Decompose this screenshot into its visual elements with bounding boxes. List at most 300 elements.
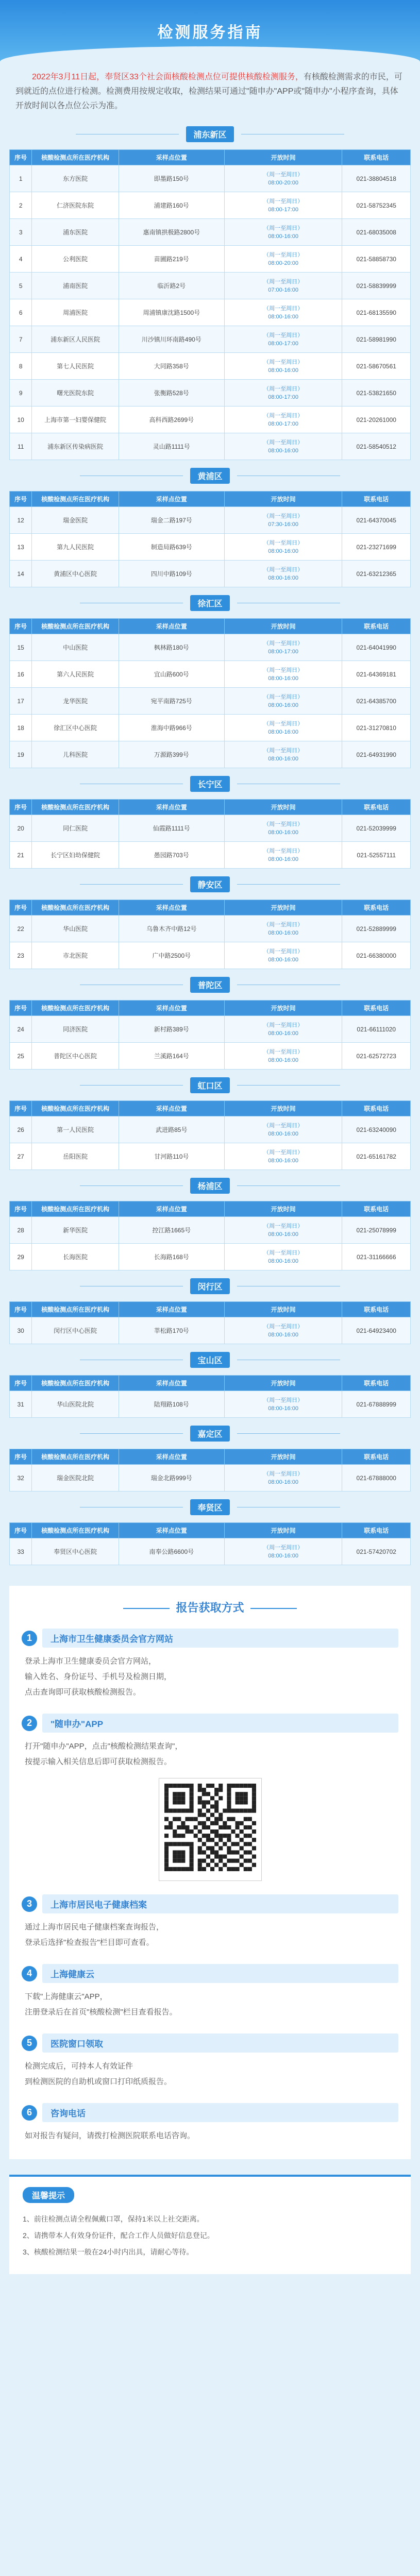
table-row — [10, 561, 411, 587]
phone-number[interactable]: 021-64370045 — [342, 507, 411, 534]
column-header: 序号 — [10, 492, 32, 507]
site-address: 瑞金北路999号 — [119, 1465, 224, 1492]
hospital-name: 市北医院 — [32, 942, 119, 969]
site-address: 高科西路2699号 — [119, 406, 224, 433]
way-number-badge: 4 — [22, 1966, 37, 1981]
phone-number[interactable]: 021-63212365 — [342, 561, 411, 587]
column-header: 核酸检测点所在医疗机构 — [32, 1523, 119, 1538]
hospital-name: 黄浦区中心医院 — [32, 561, 119, 587]
open-hours: （周一至周日） 08:00-16:00 — [224, 916, 342, 942]
table-header-row — [10, 1376, 411, 1391]
table-row — [10, 1043, 411, 1070]
hospital-name: 第九人民医院 — [32, 534, 119, 561]
column-header: 核酸检测点所在医疗机构 — [32, 619, 119, 634]
phone-number[interactable]: 021-58981990 — [342, 326, 411, 353]
district-section — [9, 1270, 411, 1344]
district-section — [9, 768, 411, 869]
hospital-name: 长海医院 — [32, 1244, 119, 1270]
column-header: 采样点位置 — [119, 492, 224, 507]
table-row — [10, 741, 411, 768]
phone-number[interactable]: 021-68135590 — [342, 299, 411, 326]
column-header: 联系电话 — [342, 1101, 411, 1116]
table-row — [10, 192, 411, 219]
testing-site-table — [9, 1100, 411, 1170]
open-hours: （周一至周日） 08:00-16:00 — [224, 1244, 342, 1270]
report-section-title — [9, 1586, 411, 1615]
open-hours: （周一至周日） 08:00-16:00 — [224, 299, 342, 326]
district-header — [9, 460, 411, 491]
row-number: 11 — [10, 433, 32, 460]
open-hours: （周一至周日） 08:00-16:00 — [224, 1043, 342, 1070]
column-header: 核酸检测点所在医疗机构 — [32, 1376, 119, 1391]
column-header: 联系电话 — [342, 1523, 411, 1538]
column-header: 序号 — [10, 800, 32, 815]
open-hours: （周一至周日） 08:00-16:00 — [224, 942, 342, 969]
column-header: 联系电话 — [342, 1001, 411, 1016]
district-section — [9, 1170, 411, 1270]
table-row — [10, 842, 411, 869]
way-name[interactable]: 上海健康云 — [42, 1964, 398, 1983]
column-header: 核酸检测点所在医疗机构 — [32, 900, 119, 916]
column-header: 核酸检测点所在医疗机构 — [32, 492, 119, 507]
column-header: 采样点位置 — [119, 1201, 224, 1217]
column-header: 核酸检测点所在医疗机构 — [32, 1101, 119, 1116]
table-row — [10, 715, 411, 741]
hospital-name: 第一人民医院 — [32, 1116, 119, 1143]
site-address: 甘河路110号 — [119, 1143, 224, 1170]
phone-number[interactable]: 021-52039999 — [342, 815, 411, 842]
site-address: 南奉公路6600号 — [119, 1538, 224, 1565]
open-hours: （周一至周日） 08:00-17:00 — [224, 326, 342, 353]
report-way — [22, 2103, 398, 2144]
site-address: 宜山路600号 — [119, 661, 224, 688]
phone-number[interactable]: 021-62572723 — [342, 1043, 411, 1070]
phone-number[interactable]: 021-64923400 — [342, 1317, 411, 1344]
table-row — [10, 353, 411, 380]
table-header-row — [10, 1201, 411, 1217]
table-row — [10, 299, 411, 326]
hospital-name: 岳阳医院 — [32, 1143, 119, 1170]
qr-code-wrap — [22, 1778, 398, 1881]
way-number-badge: 5 — [22, 2036, 37, 2051]
table-row — [10, 1016, 411, 1043]
site-address: 仙霞路1111号 — [119, 815, 224, 842]
phone-number[interactable]: 021-68035008 — [342, 219, 411, 246]
column-header: 联系电话 — [342, 1302, 411, 1317]
site-address: 乌鲁木齐中路12号 — [119, 916, 224, 942]
column-header: 序号 — [10, 1101, 32, 1116]
district-section — [9, 869, 411, 969]
way-name[interactable]: 咨询电话 — [42, 2103, 398, 2122]
site-address: 川沙镇川环南路490号 — [119, 326, 224, 353]
district-header — [9, 587, 411, 618]
hospital-name: 仁济医院东院 — [32, 192, 119, 219]
site-address: 大同路358号 — [119, 353, 224, 380]
phone-number[interactable]: 021-57420702 — [342, 1538, 411, 1565]
open-hours: （周一至周日） 08:00-16:00 — [224, 688, 342, 715]
column-header: 采样点位置 — [119, 900, 224, 916]
district-header — [9, 1070, 411, 1100]
column-header: 开放时间 — [224, 1302, 342, 1317]
open-hours: （周一至周日） 08:00-16:00 — [224, 1143, 342, 1170]
site-address: 万源路399号 — [119, 741, 224, 768]
way-description — [25, 1989, 395, 2020]
tip-item: 2、请携带本人有效身份证件，配合工作人员做好信息登记。 — [23, 2231, 214, 2240]
open-hours: （周一至周日） 08:00-16:00 — [224, 1016, 342, 1043]
phone-number[interactable]: 021-67888999 — [342, 1391, 411, 1418]
row-number: 18 — [10, 715, 32, 741]
column-header: 核酸检测点所在医疗机构 — [32, 1449, 119, 1465]
row-number: 8 — [10, 353, 32, 380]
row-number: 6 — [10, 299, 32, 326]
district-name: 黄浦区 — [190, 468, 229, 484]
hospital-name: 普陀区中心医院 — [32, 1043, 119, 1070]
intro-lead: 2022年3月11日起，奉贤区33个社会面核酸检测点位可提供核酸检测服务， — [32, 73, 304, 81]
column-header: 序号 — [10, 150, 32, 165]
district-header — [9, 869, 411, 900]
table-row — [10, 273, 411, 299]
table-header-row — [10, 1302, 411, 1317]
row-number: 10 — [10, 406, 32, 433]
district-name: 普陀区 — [190, 977, 229, 993]
column-header: 序号 — [10, 1376, 32, 1391]
column-header: 序号 — [10, 1449, 32, 1465]
row-number: 23 — [10, 942, 32, 969]
column-header: 序号 — [10, 1523, 32, 1538]
column-header: 序号 — [10, 900, 32, 916]
open-hours: （周一至周日） 08:00-16:00 — [224, 741, 342, 768]
phone-number[interactable]: 021-66111020 — [342, 1016, 411, 1043]
title-bar-left — [123, 1608, 170, 1609]
column-header: 采样点位置 — [119, 1449, 224, 1465]
testing-site-table — [9, 618, 411, 768]
phone-number[interactable]: 021-58540512 — [342, 433, 411, 460]
banner-title: 检测服务指南 — [157, 24, 263, 41]
report-way — [22, 1894, 398, 1951]
table-row — [10, 1465, 411, 1492]
district-header — [9, 1492, 411, 1522]
way-line: 打开"随申办"APP，点击"核酸检测结果查询"， — [25, 1742, 183, 1751]
column-header: 联系电话 — [342, 800, 411, 815]
hospital-name: 瑞金医院 — [32, 507, 119, 534]
hospital-name: 瑞金医院北院 — [32, 1465, 119, 1492]
district-name: 静安区 — [190, 876, 229, 892]
table-row — [10, 1391, 411, 1418]
hospital-name: 公利医院 — [32, 246, 119, 273]
site-address: 莘松路170号 — [119, 1317, 224, 1344]
hospital-name: 浦南医院 — [32, 273, 119, 299]
site-address: 惠南镇拱极路2800号 — [119, 219, 224, 246]
hospital-name: 华山医院 — [32, 916, 119, 942]
table-row — [10, 380, 411, 406]
site-address: 周浦镇康沈路1500号 — [119, 299, 224, 326]
row-number: 2 — [10, 192, 32, 219]
district-section — [9, 969, 411, 1070]
open-hours: （周一至周日） 08:00-16:00 — [224, 561, 342, 587]
report-section-title-text: 报告获取方式 — [176, 1601, 244, 1614]
report-way — [22, 1714, 398, 1881]
district-name: 杨浦区 — [190, 1178, 229, 1194]
site-address: 制造局路639号 — [119, 534, 224, 561]
row-number: 3 — [10, 219, 32, 246]
phone-number[interactable]: 021-64369181 — [342, 661, 411, 688]
row-number: 5 — [10, 273, 32, 299]
phone-number[interactable]: 021-64385700 — [342, 688, 411, 715]
site-address: 长海路168号 — [119, 1244, 224, 1270]
way-name[interactable]: "随申办"APP — [42, 1714, 398, 1733]
site-address: 临沂路2号 — [119, 273, 224, 299]
district-name: 宝山区 — [190, 1352, 229, 1368]
way-line: 注册登录后在首页"核酸检测"栏目查看报告。 — [25, 2008, 177, 2016]
hospital-name: 徐汇区中心医院 — [32, 715, 119, 741]
row-number: 19 — [10, 741, 32, 768]
phone-number[interactable]: 021-58670561 — [342, 353, 411, 380]
row-number: 26 — [10, 1116, 32, 1143]
district-name: 虹口区 — [190, 1077, 229, 1093]
tips-title: 温馨提示 — [23, 2187, 74, 2203]
phone-number[interactable]: 021-23271699 — [342, 534, 411, 561]
site-address: 新村路389号 — [119, 1016, 224, 1043]
district-header — [9, 1270, 411, 1301]
column-header: 序号 — [10, 619, 32, 634]
hospital-name: 同仁医院 — [32, 815, 119, 842]
open-hours: （周一至周日） 08:00-16:00 — [224, 433, 342, 460]
column-header: 开放时间 — [224, 900, 342, 916]
hospital-name: 浦东新区人民医院 — [32, 326, 119, 353]
table-row — [10, 219, 411, 246]
column-header: 开放时间 — [224, 1101, 342, 1116]
column-header: 采样点位置 — [119, 1101, 224, 1116]
row-number: 29 — [10, 1244, 32, 1270]
hospital-name: 中山医院 — [32, 634, 119, 661]
row-number: 27 — [10, 1143, 32, 1170]
district-section — [9, 1492, 411, 1565]
open-hours: （周一至周日） 08:00-16:00 — [224, 661, 342, 688]
header-line — [237, 1085, 340, 1086]
district-section — [9, 1344, 411, 1418]
site-address: 灵山路1111号 — [119, 433, 224, 460]
row-number: 30 — [10, 1317, 32, 1344]
hospital-name: 同济医院 — [32, 1016, 119, 1043]
phone-number[interactable]: 021-25078999 — [342, 1217, 411, 1244]
column-header: 采样点位置 — [119, 800, 224, 815]
way-description — [25, 1739, 395, 1770]
row-number: 9 — [10, 380, 32, 406]
way-line: 按提示输入相关信息后即可获取检测报告。 — [25, 1757, 172, 1766]
way-line: 下载"上海健康云"APP， — [25, 1992, 108, 2001]
table-row — [10, 1143, 411, 1170]
open-hours: （周一至周日） 08:00-16:00 — [224, 1538, 342, 1565]
phone-number[interactable]: 021-58858730 — [342, 246, 411, 273]
column-header: 采样点位置 — [119, 1376, 224, 1391]
table-row — [10, 1244, 411, 1270]
ways-list — [9, 1629, 411, 2144]
site-address: 即墨路150号 — [119, 165, 224, 192]
district-name: 奉贤区 — [190, 1499, 229, 1515]
way-line: 登录后选择"检查报告"栏目即可查看。 — [25, 1938, 154, 1947]
row-number: 24 — [10, 1016, 32, 1043]
phone-number[interactable]: 021-64041990 — [342, 634, 411, 661]
districts-list — [0, 118, 420, 1565]
open-hours: （周一至周日） 08:00-16:00 — [224, 842, 342, 869]
phone-number[interactable]: 021-52889999 — [342, 916, 411, 942]
site-address: 张衡路528号 — [119, 380, 224, 406]
hospital-name: 奉贤区中心医院 — [32, 1538, 119, 1565]
testing-site-table — [9, 900, 411, 969]
column-header: 联系电话 — [342, 1201, 411, 1217]
column-header: 核酸检测点所在医疗机构 — [32, 800, 119, 815]
way-name[interactable]: 上海市卫生健康委员会官方网站 — [42, 1629, 398, 1648]
phone-number[interactable]: 021-66380000 — [342, 942, 411, 969]
column-header: 开放时间 — [224, 800, 342, 815]
phone-number[interactable]: 021-52557111 — [342, 842, 411, 869]
way-description — [25, 1654, 395, 1700]
phone-number[interactable]: 021-31166666 — [342, 1244, 411, 1270]
district-name: 徐汇区 — [190, 595, 229, 611]
open-hours: （周一至周日） 08:00-20:00 — [224, 165, 342, 192]
hospital-name: 曙光医院东院 — [32, 380, 119, 406]
hospital-name: 上海市第一妇婴保健院 — [32, 406, 119, 433]
table-row — [10, 1538, 411, 1565]
table-row — [10, 942, 411, 969]
way-description — [25, 2128, 395, 2144]
hospital-name: 东方医院 — [32, 165, 119, 192]
open-hours: （周一至周日） 08:00-16:00 — [224, 715, 342, 741]
district-name: 浦东新区 — [186, 126, 233, 142]
way-number-badge: 3 — [22, 1896, 37, 1912]
column-header: 采样点位置 — [119, 150, 224, 165]
header-line — [237, 1433, 340, 1434]
site-address: 淮海中路966号 — [119, 715, 224, 741]
site-address: 武进路85号 — [119, 1116, 224, 1143]
hospital-name: 长宁区妇幼保健院 — [32, 842, 119, 869]
column-header: 开放时间 — [224, 1201, 342, 1217]
header-line — [237, 884, 340, 885]
header-line — [80, 1085, 183, 1086]
testing-site-table — [9, 1375, 411, 1418]
way-name[interactable]: 医院窗口领取 — [42, 2033, 398, 2053]
row-number: 13 — [10, 534, 32, 561]
report-way-header — [22, 1629, 398, 1648]
header-line — [80, 1185, 183, 1186]
site-address: 枫林路180号 — [119, 634, 224, 661]
way-name[interactable]: 上海市居民电子健康档案 — [42, 1894, 398, 1913]
hospital-name: 新华医院 — [32, 1217, 119, 1244]
way-number-badge: 1 — [22, 1631, 37, 1646]
table-row — [10, 326, 411, 353]
way-line: 检测完成后，可持本人有效证件 — [25, 2062, 133, 2071]
table-row — [10, 1217, 411, 1244]
report-way-header — [22, 1714, 398, 1733]
phone-number[interactable]: 021-31270810 — [342, 715, 411, 741]
phone-number[interactable]: 021-67888000 — [342, 1465, 411, 1492]
phone-number[interactable]: 021-64931990 — [342, 741, 411, 768]
report-way-header — [22, 2033, 398, 2053]
column-header: 核酸检测点所在医疗机构 — [32, 1001, 119, 1016]
open-hours: （周一至周日） 08:00-16:00 — [224, 1465, 342, 1492]
way-line: 如对报告有疑问，请拨打检测医院联系电话咨询。 — [25, 2131, 195, 2140]
testing-site-table — [9, 1201, 411, 1270]
open-hours: （周一至周日） 08:00-16:00 — [224, 534, 342, 561]
table-row — [10, 916, 411, 942]
table-row — [10, 634, 411, 661]
open-hours: （周一至周日） 08:00-16:00 — [224, 1391, 342, 1418]
open-hours: （周一至周日） 08:00-16:00 — [224, 1217, 342, 1244]
banner-wave — [0, 46, 420, 62]
column-header: 联系电话 — [342, 619, 411, 634]
hospital-name: 闵行区中心医院 — [32, 1317, 119, 1344]
qr-code-icon[interactable] — [159, 1778, 262, 1881]
column-header: 联系电话 — [342, 900, 411, 916]
row-number: 15 — [10, 634, 32, 661]
open-hours: （周一至周日） 08:00-16:00 — [224, 353, 342, 380]
way-line: 通过上海市居民电子健康档案查询报告， — [25, 1923, 164, 1931]
row-number: 17 — [10, 688, 32, 715]
column-header: 开放时间 — [224, 1376, 342, 1391]
phone-number[interactable]: 021-20261000 — [342, 406, 411, 433]
way-line: 登录上海市卫生健康委员会官方网站， — [25, 1657, 157, 1666]
column-header: 核酸检测点所在医疗机构 — [32, 1201, 119, 1217]
table-header-row — [10, 1449, 411, 1465]
site-address: 愚园路703号 — [119, 842, 224, 869]
district-section — [9, 587, 411, 768]
table-row — [10, 661, 411, 688]
way-number-badge: 2 — [22, 1716, 37, 1731]
phone-number[interactable]: 021-38804518 — [342, 165, 411, 192]
phone-number[interactable]: 021-58752345 — [342, 192, 411, 219]
open-hours: （周一至周日） 07:00-16:00 — [224, 273, 342, 299]
phone-number[interactable]: 021-65161782 — [342, 1143, 411, 1170]
hospital-name: 华山医院北院 — [32, 1391, 119, 1418]
column-header: 开放时间 — [224, 1449, 342, 1465]
phone-number[interactable]: 021-63240090 — [342, 1116, 411, 1143]
district-header — [9, 969, 411, 1000]
testing-site-table — [9, 491, 411, 587]
column-header: 序号 — [10, 1201, 32, 1217]
phone-number[interactable]: 021-53821650 — [342, 380, 411, 406]
site-address: 广中路2500号 — [119, 942, 224, 969]
district-header — [9, 768, 411, 799]
table-row — [10, 165, 411, 192]
column-header: 开放时间 — [224, 1523, 342, 1538]
intro-body: 有核酸检测需求的市民，可到就近的点位进行检测。检测费用按规定收取，检测结果可通过"随申办"APP或"随申办"小程序查询，具体开放时间以各点位公示为准。 — [15, 73, 402, 110]
row-number: 33 — [10, 1538, 32, 1565]
column-header: 采样点位置 — [119, 1523, 224, 1538]
way-line: 点击查询即可获取核酸检测报告。 — [25, 1688, 141, 1697]
header-line — [80, 884, 183, 885]
table-header-row — [10, 800, 411, 815]
column-header: 采样点位置 — [119, 619, 224, 634]
row-number: 28 — [10, 1217, 32, 1244]
table-row — [10, 534, 411, 561]
hospital-name: 浦东医院 — [32, 219, 119, 246]
open-hours: （周一至周日） 08:00-17:00 — [224, 406, 342, 433]
open-hours: （周一至周日） 08:00-17:00 — [224, 192, 342, 219]
site-address: 苗圃路219号 — [119, 246, 224, 273]
column-header: 开放时间 — [224, 1001, 342, 1016]
district-name: 长宁区 — [190, 776, 229, 792]
phone-number[interactable]: 021-58839999 — [342, 273, 411, 299]
table-row — [10, 406, 411, 433]
district-section — [9, 460, 411, 587]
row-number: 7 — [10, 326, 32, 353]
testing-site-table — [9, 1449, 411, 1492]
header-line — [80, 1433, 183, 1434]
open-hours: （周一至周日） 08:00-17:00 — [224, 380, 342, 406]
district-section — [9, 118, 411, 460]
table-row — [10, 507, 411, 534]
site-address: 陆翔路108号 — [119, 1391, 224, 1418]
